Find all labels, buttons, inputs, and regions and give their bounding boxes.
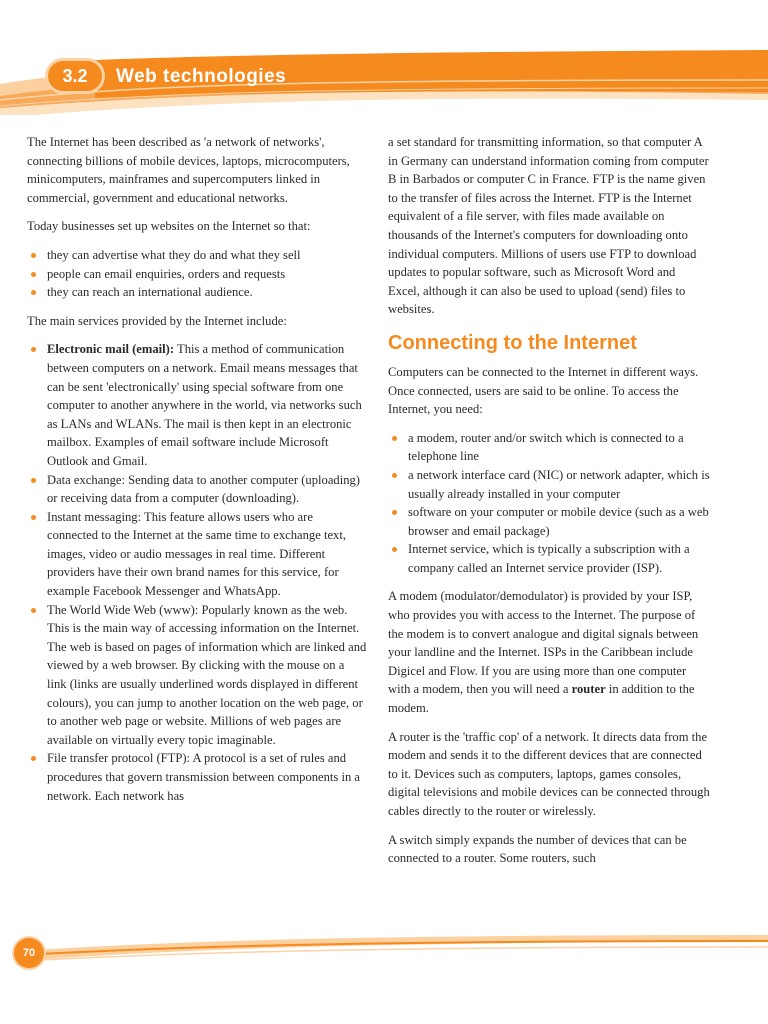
list-item: a modem, router and/or switch which is connected to a telephone line xyxy=(388,429,710,466)
router-term: router xyxy=(571,682,606,697)
switch-paragraph: A switch simply expands the number of devices that can be connected to a router. Some routers, such xyxy=(388,832,687,866)
email-text: This a method of communication between computers on a network. Email means messages that can be sent 'electronically' using special software from one computer to another anywhere in the world, via networks such as LANs and WLANs. The mail is then kept in an electronic mailbox. Examples of email software include Microsoft Outlook and Gmail. xyxy=(47,342,362,468)
list-item: people can email enquiries, orders and requests xyxy=(27,265,367,284)
list-item: Internet service, which is typically a subscription with a company called an Internet service provider (ISP). xyxy=(388,540,710,577)
modem-paragraph xyxy=(388,587,710,717)
modem-text-2: in addition to the modem. xyxy=(388,682,695,716)
list-item: software on your computer or mobile device (such as a web browser and email package) xyxy=(388,503,710,540)
section-header xyxy=(0,0,768,115)
modem-text-1: A modem (modulator/demodulator) is provided by your ISP, who provides you with access to the Internet. The purpose of the modem is to convert analogue and digital signals between your landline and the Internet. ISPs in the Caribbean include Digicel and Flow. If you are using more than one computer with a modem, then you will need a xyxy=(388,589,699,697)
footer-swoosh-graphic xyxy=(0,915,768,975)
email-term: Electronic mail (email): xyxy=(47,342,175,357)
service-data-exchange: Data exchange: Sending data to another computer (uploading) or receiving data from a computer (downloading). xyxy=(27,471,367,508)
services-list xyxy=(27,340,367,805)
connect-intro: Computers can be connected to the Internet in different ways. Once connected, users are said to be online. To access the Internet, you need: xyxy=(388,364,699,417)
websites-intro: Today businesses set up websites on the Internet so that: xyxy=(27,219,311,234)
service-ftp: File transfer protocol (FTP): A protocol is a set of rules and procedures that govern transmission between components in a network. Each network has xyxy=(27,749,367,805)
intro-paragraph: The Internet has been described as 'a network of networks', connecting billions of mobile devices, laptops, microcomputers, minicomputers, mainframes and supercomputers linked in commercial, government and educational networks. xyxy=(27,135,350,205)
needs-list xyxy=(388,429,710,578)
list-item: they can advertise what they do and what they sell xyxy=(27,246,367,265)
header-swoosh-graphic xyxy=(0,0,768,115)
services-intro: The main services provided by the Internet include: xyxy=(27,313,287,328)
section-title: Web technologies xyxy=(116,66,287,87)
ftp-continued: a set standard for transmitting information, so that computer A in Germany can understand information coming from computer B in Barbados or computer C in France. FTP is the name given to the transfer of files across the Internet. FTP is the Internet equivalent of a file server, with files made available on thousands of the Internet's computers for downloading onto individual computers. Millions of users use FTP to download updates to popular software, such as Microsoft Word and Excel, although it can also be used to upload (send) files to websites. xyxy=(388,135,709,317)
section-number-badge: 3.2 xyxy=(48,61,102,91)
right-column xyxy=(388,133,710,878)
service-email xyxy=(27,340,367,470)
page-number-badge: 70 xyxy=(14,938,44,968)
service-www: The World Wide Web (www): Popularly known as the web. This is the main way of accessing information on the Internet. The web is based on pages of information which are linked and viewed by a web browser. By clicking with the mouse on a link (links are usually underlined words displayed in different colours), you can jump to another location on the web page, or to another web page or website. Millions of web pages are available on virtually every topic imaginable. xyxy=(27,601,367,750)
list-item: a network interface card (NIC) or network adapter, which is usually already installed in your computer xyxy=(388,466,710,503)
websites-list xyxy=(27,246,367,302)
left-column xyxy=(27,133,367,815)
page-footer xyxy=(0,915,768,975)
router-paragraph: A router is the 'traffic cop' of a network. It directs data from the modem and sends it to the different devices that are connected to it. Devices such as computers, laptops, games consoles, digital televisions and mobile devices can be connected through cables directly to the router or wirelessly. xyxy=(388,729,710,818)
service-instant-messaging: Instant messaging: This feature allows users who are connected to the Internet at the same time to exchange text, images, video or audio messages in real time. Different providers have their own brand names for this service, for example Facebook Messenger and WhatsApp. xyxy=(27,508,367,601)
list-item: they can reach an international audience. xyxy=(27,283,367,302)
connecting-heading: Connecting to the Internet xyxy=(388,331,637,354)
